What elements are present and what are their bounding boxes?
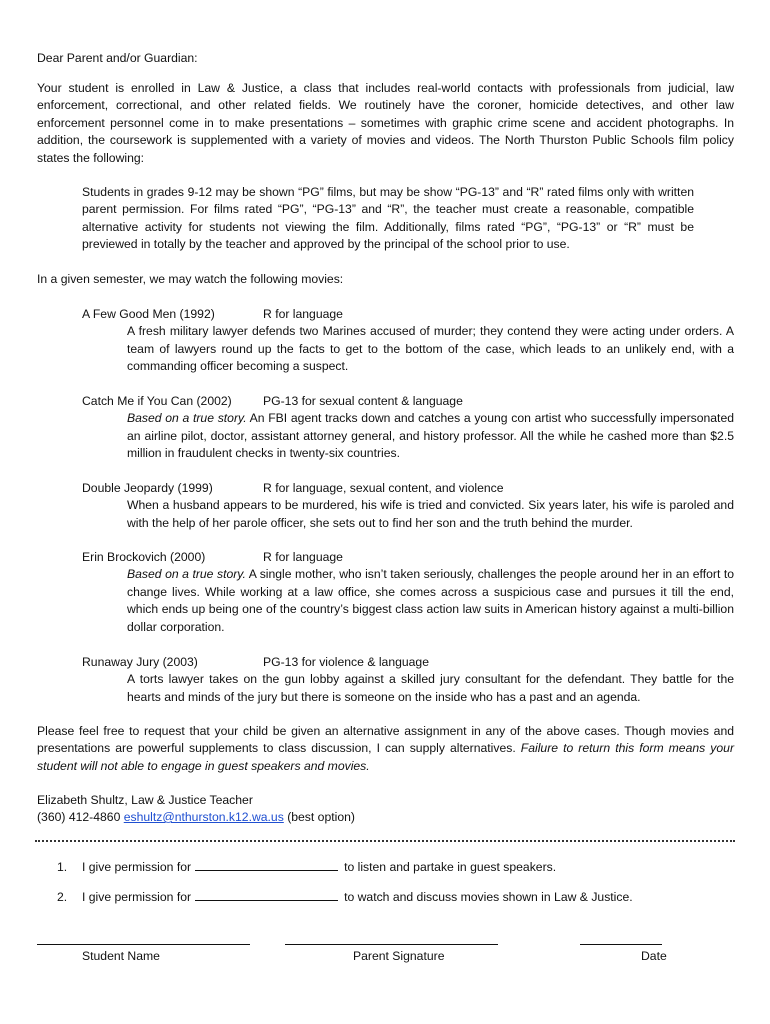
movie-entry <box>82 480 734 532</box>
movie-description-text: A torts lawyer takes on the gun lobby against a skilled jury consultant for the defendant. They battle for the hearts and minds of the jury but there is someone on the inside who has a past and an agenda. <box>127 672 734 704</box>
date-label: Date <box>641 949 667 963</box>
cut-line <box>35 840 735 842</box>
intro-paragraph: Your student is enrolled in Law & Justice, a class that includes real-world contacts with professionals from judicial, law enforcement, correctional, and other related fields. We routinely have the coroner, homicide detectives, and other law enforcement personnel come in to make presentations – sometimes with graphic crime scene and accident photographs. In addition, the coursework is supplemented with a variety of movies and videos. The North Thurston Public Schools film policy states the following: <box>37 81 734 165</box>
student-name-label: Student Name <box>82 949 160 963</box>
movie-description-text: A single mother, who isn’t taken seriously, challenges the people around her in an effort to change lives. While working at a law office, she comes across a suspicious case and pursues it till the end, which ends up being one of the country’s biggest class action law suits in American history against a multi-billion dollar corporation. <box>127 567 735 634</box>
movie-title: A Few Good Men (1992) <box>82 307 215 321</box>
movie-title: Double Jeopardy (1999) <box>82 481 213 495</box>
movie-title: Erin Brockovich (2000) <box>82 550 206 564</box>
movie-description <box>127 671 734 706</box>
permission-prefix: I give permission for <box>82 860 192 874</box>
student-name-blank-1[interactable] <box>195 858 338 871</box>
movie-rating: R for language <box>263 307 343 321</box>
permission-number: 2. <box>57 890 68 904</box>
movie-rating: PG-13 for violence & language <box>263 655 429 669</box>
movie-description <box>127 410 734 462</box>
movie-rating: R for language <box>263 550 343 564</box>
movie-entry <box>82 393 734 463</box>
movie-entry <box>82 654 734 706</box>
movie-title: Catch Me if You Can (2002) <box>82 394 232 408</box>
closing-warning: Failure to return this form means your student will not able to engage in guest speakers and movies. <box>37 741 735 773</box>
permission-line-1 <box>57 858 556 876</box>
movie-description-text: When a husband appears to be murdered, his wife is tried and convicted. Six years later, his wife is paroled and with the help of her parole officer, she sets out to find her son and the truth behind the murder. <box>127 498 734 530</box>
permission-suffix: to watch and discuss movies shown in Law & Justice. <box>344 890 633 904</box>
permission-prefix: I give permission for <box>82 890 192 904</box>
movie-lead-in: Based on a true story. <box>127 567 246 582</box>
movie-rating: PG-13 for sexual content & language <box>263 394 463 408</box>
film-policy-quote: Students in grades 9-12 may be shown “PG” films, but may be show “PG-13” and “R” rated films only with written parent permission. For films rated “PG”, “PG-13” and “R”, the teacher must create a reasonable, compatible alternative activity for students not viewing the film. Additionally, films rated “PG”, “PG-13” or “R” must be previewed in totally by the teacher and approved by the principal of the school prior to use. <box>82 185 694 252</box>
permission-line-2 <box>57 888 633 906</box>
movie-description <box>127 566 734 636</box>
movie-description <box>127 497 734 532</box>
closing-paragraph <box>37 723 734 775</box>
student-name-blank-2[interactable] <box>195 888 338 901</box>
student-name-line[interactable] <box>37 944 250 945</box>
movie-description-text: A fresh military lawyer defends two Marines accused of murder; they contend they were acting under orders. A team of lawyers round up the facts to get to the bottom of the case, which leads to an unlikely end, with a commanding officer becoming a suspect. <box>127 324 734 374</box>
movie-rating: R for language, sexual content, and violence <box>263 481 504 495</box>
movies-lead-in: In a given semester, we may watch the following movies: <box>37 272 344 286</box>
teacher-name: Elizabeth Shultz, Law & Justice Teacher <box>37 793 253 807</box>
movie-title: Runaway Jury (2003) <box>82 655 198 669</box>
date-line[interactable] <box>580 944 662 945</box>
parent-signature-label: Parent Signature <box>353 949 445 963</box>
parent-signature-line[interactable] <box>285 944 498 945</box>
teacher-phone: (360) 412-4860 <box>37 810 121 824</box>
teacher-email-link[interactable]: eshultz@nthurston.k12.wa.us <box>123 810 284 824</box>
contact-note: (best option) <box>287 810 355 824</box>
movie-description <box>127 323 734 375</box>
movie-lead-in: Based on a true story. <box>127 411 247 426</box>
closing-text: Please feel free to request that your child be given an alternative assignment in any of the above cases. Though movies and presentations are powerful supplements to class discussion, I can supply alternatives. <box>37 724 734 756</box>
salutation: Dear Parent and/or Guardian: <box>37 51 198 65</box>
movie-entry <box>82 306 734 376</box>
movie-entry <box>82 549 734 636</box>
permission-number: 1. <box>57 860 68 874</box>
teacher-contact <box>37 809 355 826</box>
permission-suffix: to listen and partake in guest speakers. <box>344 860 557 874</box>
movie-description-text: An FBI agent tracks down and catches a young con artist who successfully impersonated an airline pilot, doctor, assistant attorney general, and history professor. All the while he cashed more than $2.5 million in fraudulent checks in twenty-six countries. <box>127 411 734 461</box>
